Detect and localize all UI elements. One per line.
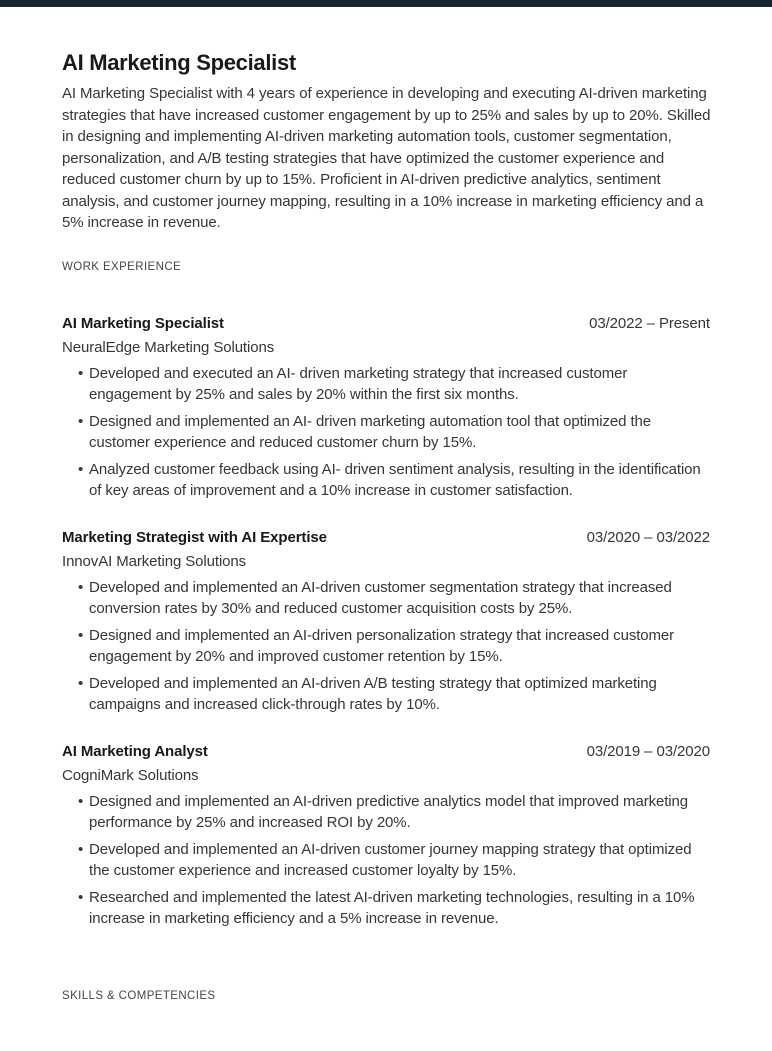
bullet-dot-icon: • — [78, 364, 84, 382]
resume-summary: AI Marketing Specialist with 4 years of experience in developing and executing AI-driven marketing strategies that have increased customer engagement by up to 25% and sales by up to 20%. Skilled in designing and implementing AI-driven marketing automation tools, customer segmentation, personalization, and A/B testing strategies that have optimized the customer experience and reduced customer churn by up to 15%. Proficient in AI-driven predictive analytics, sentiment analysis, and customer journey mapping, resulting in a 10% increase in marketing efficiency and a 5% increase in revenue. — [62, 85, 711, 231]
job-bullet-text: Designed and implemented an AI- driven marketing automation tool that optimized the customer experience and reduced customer churn by 15%. — [89, 412, 652, 451]
bullet-dot-icon: • — [78, 792, 84, 810]
job-bullet-list — [62, 577, 712, 715]
job-title: Marketing Strategist with AI Expertise — [62, 528, 327, 546]
job-bullet-list — [62, 363, 712, 501]
job-header — [62, 527, 710, 548]
job-dates: 03/2020 – 03/2022 — [586, 528, 710, 546]
job-header — [62, 741, 710, 762]
job-entry — [62, 527, 710, 715]
bullet-dot-icon: • — [78, 674, 84, 692]
job-bullet — [62, 625, 712, 667]
bullet-dot-icon: • — [78, 626, 84, 644]
job-dates: 03/2022 – Present — [589, 314, 710, 332]
bullet-dot-icon: • — [78, 888, 84, 906]
job-bullet-list — [62, 791, 712, 929]
job-bullet-text: Developed and executed an AI- driven marketing strategy that increased customer engagement by 25% and sales by 20% within the first six months. — [89, 364, 628, 403]
job-bullet — [62, 577, 712, 619]
bullet-dot-icon: • — [78, 412, 84, 430]
job-bullet — [62, 791, 712, 833]
job-bullet — [62, 363, 712, 405]
job-bullet — [62, 887, 712, 929]
page-top-accent-bar — [0, 0, 772, 7]
resume-title: AI Marketing Specialist — [62, 50, 296, 75]
job-bullet — [62, 411, 712, 453]
job-bullet-text: Developed and implemented an AI-driven A/B testing strategy that optimized marketing campaigns and increased click-through rates by 10%. — [89, 674, 657, 713]
job-title: AI Marketing Specialist — [62, 314, 224, 332]
section-label-skills-competencies: SKILLS & COMPETENCIES — [62, 989, 216, 1002]
job-title: AI Marketing Analyst — [62, 742, 208, 760]
job-company: CogniMark Solutions — [62, 766, 199, 784]
job-bullet — [62, 459, 712, 501]
bullet-dot-icon: • — [78, 578, 84, 596]
job-bullet — [62, 839, 712, 881]
job-bullet-text: Developed and implemented an AI-driven customer journey mapping strategy that optimized the customer experience and increased customer loyalty by 15%. — [89, 840, 692, 879]
job-bullet-text: Designed and implemented an AI-driven personalization strategy that increased customer engagement by 20% and improved customer retention by 15%. — [89, 626, 675, 665]
bullet-dot-icon: • — [78, 460, 84, 478]
job-company: NeuralEdge Marketing Solutions — [62, 338, 275, 356]
job-bullet-text: Researched and implemented the latest AI-driven marketing technologies, resulting in a 10% increase in marketing efficiency and a 5% increase in revenue. — [89, 888, 695, 927]
job-header — [62, 313, 710, 334]
job-entry — [62, 741, 710, 929]
job-bullet-text: Analyzed customer feedback using AI- driven sentiment analysis, resulting in the identification of key areas of improvement and a 10% increase in customer satisfaction. — [89, 460, 701, 499]
bullet-dot-icon: • — [78, 840, 84, 858]
job-bullet — [62, 673, 712, 715]
job-company: InnovAI Marketing Solutions — [62, 552, 247, 570]
job-bullet-text: Designed and implemented an AI-driven predictive analytics model that improved marketing performance by 25% and increased ROI by 20%. — [89, 792, 689, 831]
job-entry — [62, 313, 710, 501]
section-label-work-experience: WORK EXPERIENCE — [62, 260, 182, 273]
job-dates: 03/2019 – 03/2020 — [586, 742, 710, 760]
job-bullet-text: Developed and implemented an AI-driven customer segmentation strategy that increased conversion rates by 30% and reduced customer acquisition costs by 25%. — [89, 578, 672, 617]
resume-page — [0, 50, 772, 1003]
